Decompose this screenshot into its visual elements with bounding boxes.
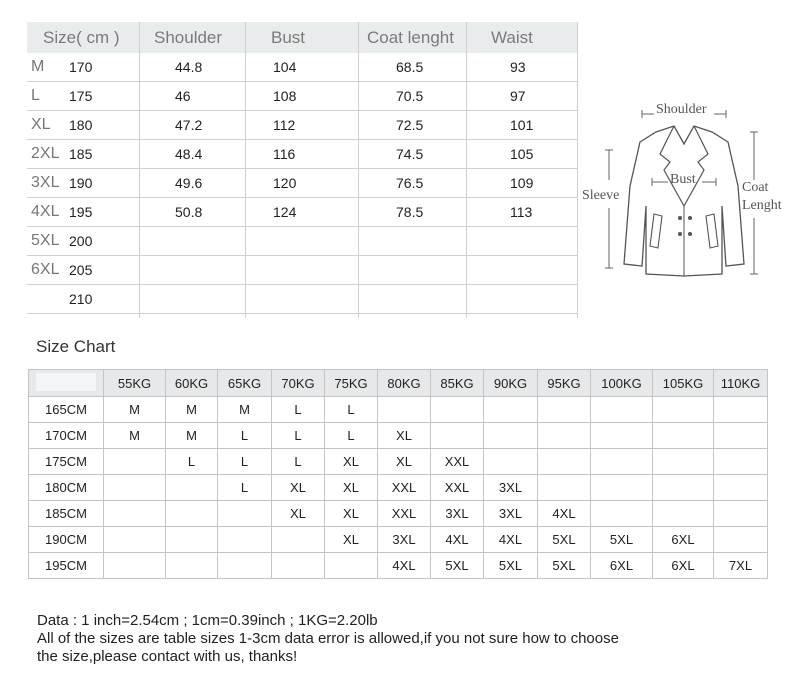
size-table-row xyxy=(27,140,578,169)
size-cell: XL xyxy=(272,501,325,527)
size-cell xyxy=(591,449,653,475)
size-label: 4XL xyxy=(31,203,60,220)
bust-label: Bust xyxy=(670,172,696,187)
size-cell: 5XL xyxy=(484,553,538,579)
size-cell xyxy=(538,423,591,449)
weight-column-header: 70KG xyxy=(272,370,325,397)
size-cell xyxy=(591,475,653,501)
bust-value: 124 xyxy=(273,204,297,220)
size-cell xyxy=(653,397,714,423)
size-cell: 5XL xyxy=(538,527,591,553)
shoulder-value: 44.8 xyxy=(175,59,203,75)
size-table-row xyxy=(27,82,578,111)
size-cell: M xyxy=(166,397,218,423)
size-cell: 4XL xyxy=(538,501,591,527)
size-cell: M xyxy=(104,397,166,423)
size-cell: 4XL xyxy=(484,527,538,553)
waist-value: 101 xyxy=(510,117,534,133)
size-cell xyxy=(104,501,166,527)
size-cell xyxy=(538,449,591,475)
weight-chart-row xyxy=(29,527,768,553)
weight-chart-row xyxy=(29,475,768,501)
size-table-row xyxy=(27,285,578,314)
size-cell: L xyxy=(272,423,325,449)
size-cell: L xyxy=(218,449,272,475)
size-cell xyxy=(714,423,768,449)
size-cell xyxy=(538,475,591,501)
size-cell: L xyxy=(218,423,272,449)
coat-length-value: 78.5 xyxy=(396,204,424,220)
size-cell xyxy=(104,475,166,501)
size-cell xyxy=(538,397,591,423)
notes xyxy=(37,612,619,666)
size-cell xyxy=(166,475,218,501)
size-cell: XXL xyxy=(431,475,484,501)
size-cell xyxy=(166,501,218,527)
weight-column-header: 75KG xyxy=(325,370,378,397)
height-value: 180 xyxy=(69,117,93,133)
column-divider xyxy=(139,22,140,318)
size-cell: XL xyxy=(272,475,325,501)
size-cell xyxy=(218,501,272,527)
size-cell xyxy=(653,501,714,527)
weight-chart-row xyxy=(29,553,768,579)
size-measurement-table xyxy=(27,22,578,318)
size-cell xyxy=(714,475,768,501)
size-label: 2XL xyxy=(31,145,60,162)
weight-column-header: 105KG xyxy=(653,370,714,397)
size-cell: XL xyxy=(378,423,431,449)
notes-tolerance-line: All of the sizes are table sizes 1-3cm data error is allowed,if you not sure how to choose xyxy=(37,630,619,647)
size-cell: XXL xyxy=(378,501,431,527)
shoulder-value: 50.8 xyxy=(175,204,203,220)
size-chart-title: Size Chart xyxy=(36,337,116,356)
size-cell xyxy=(166,553,218,579)
bust-value: 116 xyxy=(273,146,296,162)
size-cell xyxy=(431,397,484,423)
size-cell: L xyxy=(272,449,325,475)
weight-column-header: 60KG xyxy=(166,370,218,397)
column-divider xyxy=(466,22,467,318)
coat-length-value: 68.5 xyxy=(396,59,424,75)
height-row-header: 175CM xyxy=(29,449,104,475)
size-cell xyxy=(714,501,768,527)
size-cell: 5XL xyxy=(591,527,653,553)
size-cell: XL xyxy=(325,501,378,527)
shoulder-label: Shoulder xyxy=(656,102,707,117)
size-cell: 5XL xyxy=(431,553,484,579)
size-cell: L xyxy=(272,397,325,423)
size-cell: 6XL xyxy=(653,553,714,579)
height-row-header: 165CM xyxy=(29,397,104,423)
size-label: 6XL xyxy=(31,261,60,278)
size-cell: 3XL xyxy=(484,501,538,527)
height-value: 190 xyxy=(69,175,93,191)
bust-value: 120 xyxy=(273,175,297,191)
shoulder-value: 47.2 xyxy=(175,117,203,133)
corner-cell xyxy=(29,370,104,397)
size-table-row xyxy=(27,198,578,227)
size-cell: L xyxy=(166,449,218,475)
size-cell xyxy=(218,553,272,579)
size-cell xyxy=(166,527,218,553)
shoulder-value: 49.6 xyxy=(175,175,203,191)
bust-value: 104 xyxy=(273,59,297,75)
size-cell xyxy=(272,527,325,553)
size-cell xyxy=(104,527,166,553)
size-cell: M xyxy=(166,423,218,449)
size-cell: M xyxy=(218,397,272,423)
size-cell xyxy=(591,423,653,449)
size-cell xyxy=(378,397,431,423)
size-cell xyxy=(272,553,325,579)
waist-value: 105 xyxy=(510,146,534,162)
size-label: 5XL xyxy=(31,232,60,249)
weight-height-size-chart xyxy=(28,369,768,579)
waist-value: 109 xyxy=(510,175,534,191)
waist-value: 113 xyxy=(510,204,533,220)
size-cell xyxy=(653,423,714,449)
coat-length-value: 76.5 xyxy=(396,175,424,191)
weight-column-header: 95KG xyxy=(538,370,591,397)
waist-value: 97 xyxy=(510,88,526,104)
size-cell: 4XL xyxy=(431,527,484,553)
coat-length-value: 72.5 xyxy=(396,117,424,133)
height-value: 200 xyxy=(69,233,93,249)
size-cell xyxy=(104,449,166,475)
length-label: Lenght xyxy=(742,198,782,213)
size-label: L xyxy=(31,87,40,104)
size-cell xyxy=(714,527,768,553)
height-row-header: 185CM xyxy=(29,501,104,527)
size-cell xyxy=(325,553,378,579)
size-label: 3XL xyxy=(31,174,60,191)
size-cell: 6XL xyxy=(591,553,653,579)
size-cell: 3XL xyxy=(484,475,538,501)
size-cell: L xyxy=(218,475,272,501)
notes-conversion-line: Data : 1 inch=2.54cm ; 1cm=0.39inch ; 1KG=2.20lb xyxy=(37,612,378,629)
size-cell: L xyxy=(325,423,378,449)
size-cell xyxy=(431,423,484,449)
height-row-header: 195CM xyxy=(29,553,104,579)
size-cell: XL xyxy=(325,475,378,501)
size-cell xyxy=(484,423,538,449)
height-value: 170 xyxy=(69,59,93,75)
weight-chart-row xyxy=(29,449,768,475)
sleeve-label: Sleeve xyxy=(582,188,620,203)
weight-chart-row xyxy=(29,501,768,527)
size-table-row xyxy=(27,256,578,285)
column-divider xyxy=(358,22,359,318)
weight-header-row xyxy=(29,370,768,397)
size-table-row xyxy=(27,227,578,256)
height-value: 195 xyxy=(69,204,93,220)
waist-value: 93 xyxy=(510,59,526,75)
size-label: XL xyxy=(31,116,51,133)
height-row-header: 190CM xyxy=(29,527,104,553)
size-cell xyxy=(218,527,272,553)
coat-length-value: 74.5 xyxy=(396,146,424,162)
size-cell xyxy=(714,397,768,423)
size-cell: XL xyxy=(325,527,378,553)
size-cell: 5XL xyxy=(538,553,591,579)
size-table-row xyxy=(27,169,578,198)
size-table-row xyxy=(27,53,578,82)
size-cell xyxy=(591,501,653,527)
shoulder-value: 48.4 xyxy=(175,146,203,162)
size-cell: XXL xyxy=(378,475,431,501)
size-cell xyxy=(653,475,714,501)
weight-column-header: 100KG xyxy=(591,370,653,397)
header-size: Size( cm ) xyxy=(43,27,120,47)
size-cell xyxy=(714,449,768,475)
size-cell: 6XL xyxy=(653,527,714,553)
size-cell: 3XL xyxy=(431,501,484,527)
height-row-header: 180CM xyxy=(29,475,104,501)
weight-column-header: 80KG xyxy=(378,370,431,397)
bust-value: 108 xyxy=(273,88,297,104)
header-shoulder: Shoulder xyxy=(154,27,223,47)
size-cell: XXL xyxy=(431,449,484,475)
header-coat-length: Coat lenght xyxy=(367,27,454,47)
coat-label: Coat xyxy=(742,180,769,195)
weight-column-header: 110KG xyxy=(714,370,768,397)
size-cell: 3XL xyxy=(378,527,431,553)
size-cell xyxy=(104,553,166,579)
size-cell xyxy=(653,449,714,475)
size-table-header-row xyxy=(27,22,578,53)
weight-column-header: 85KG xyxy=(431,370,484,397)
weight-column-header: 90KG xyxy=(484,370,538,397)
height-value: 210 xyxy=(69,291,93,307)
size-cell: L xyxy=(325,397,378,423)
header-waist: Waist xyxy=(491,27,533,47)
height-row-header: 170CM xyxy=(29,423,104,449)
bust-value: 112 xyxy=(273,117,296,133)
size-cell: 7XL xyxy=(714,553,768,579)
height-value: 205 xyxy=(69,262,93,278)
size-cell: XL xyxy=(325,449,378,475)
header-bust: Bust xyxy=(271,27,306,47)
size-cell: 4XL xyxy=(378,553,431,579)
size-cell: M xyxy=(104,423,166,449)
weight-column-header: 55KG xyxy=(104,370,166,397)
height-value: 185 xyxy=(69,146,93,162)
weight-chart-row xyxy=(29,423,768,449)
size-cell xyxy=(484,449,538,475)
size-cell xyxy=(591,397,653,423)
size-cell xyxy=(484,397,538,423)
size-cell: XL xyxy=(378,449,431,475)
weight-chart-row xyxy=(29,397,768,423)
shoulder-value: 46 xyxy=(175,88,191,104)
notes-contact-line: the size,please contact with us, thanks! xyxy=(37,648,298,665)
column-divider xyxy=(245,22,246,318)
weight-column-header: 65KG xyxy=(218,370,272,397)
coat-length-value: 70.5 xyxy=(396,88,424,104)
size-label: M xyxy=(31,58,45,75)
height-value: 175 xyxy=(69,88,93,104)
size-table-row xyxy=(27,111,578,140)
coat-measurement-diagram xyxy=(578,96,790,286)
